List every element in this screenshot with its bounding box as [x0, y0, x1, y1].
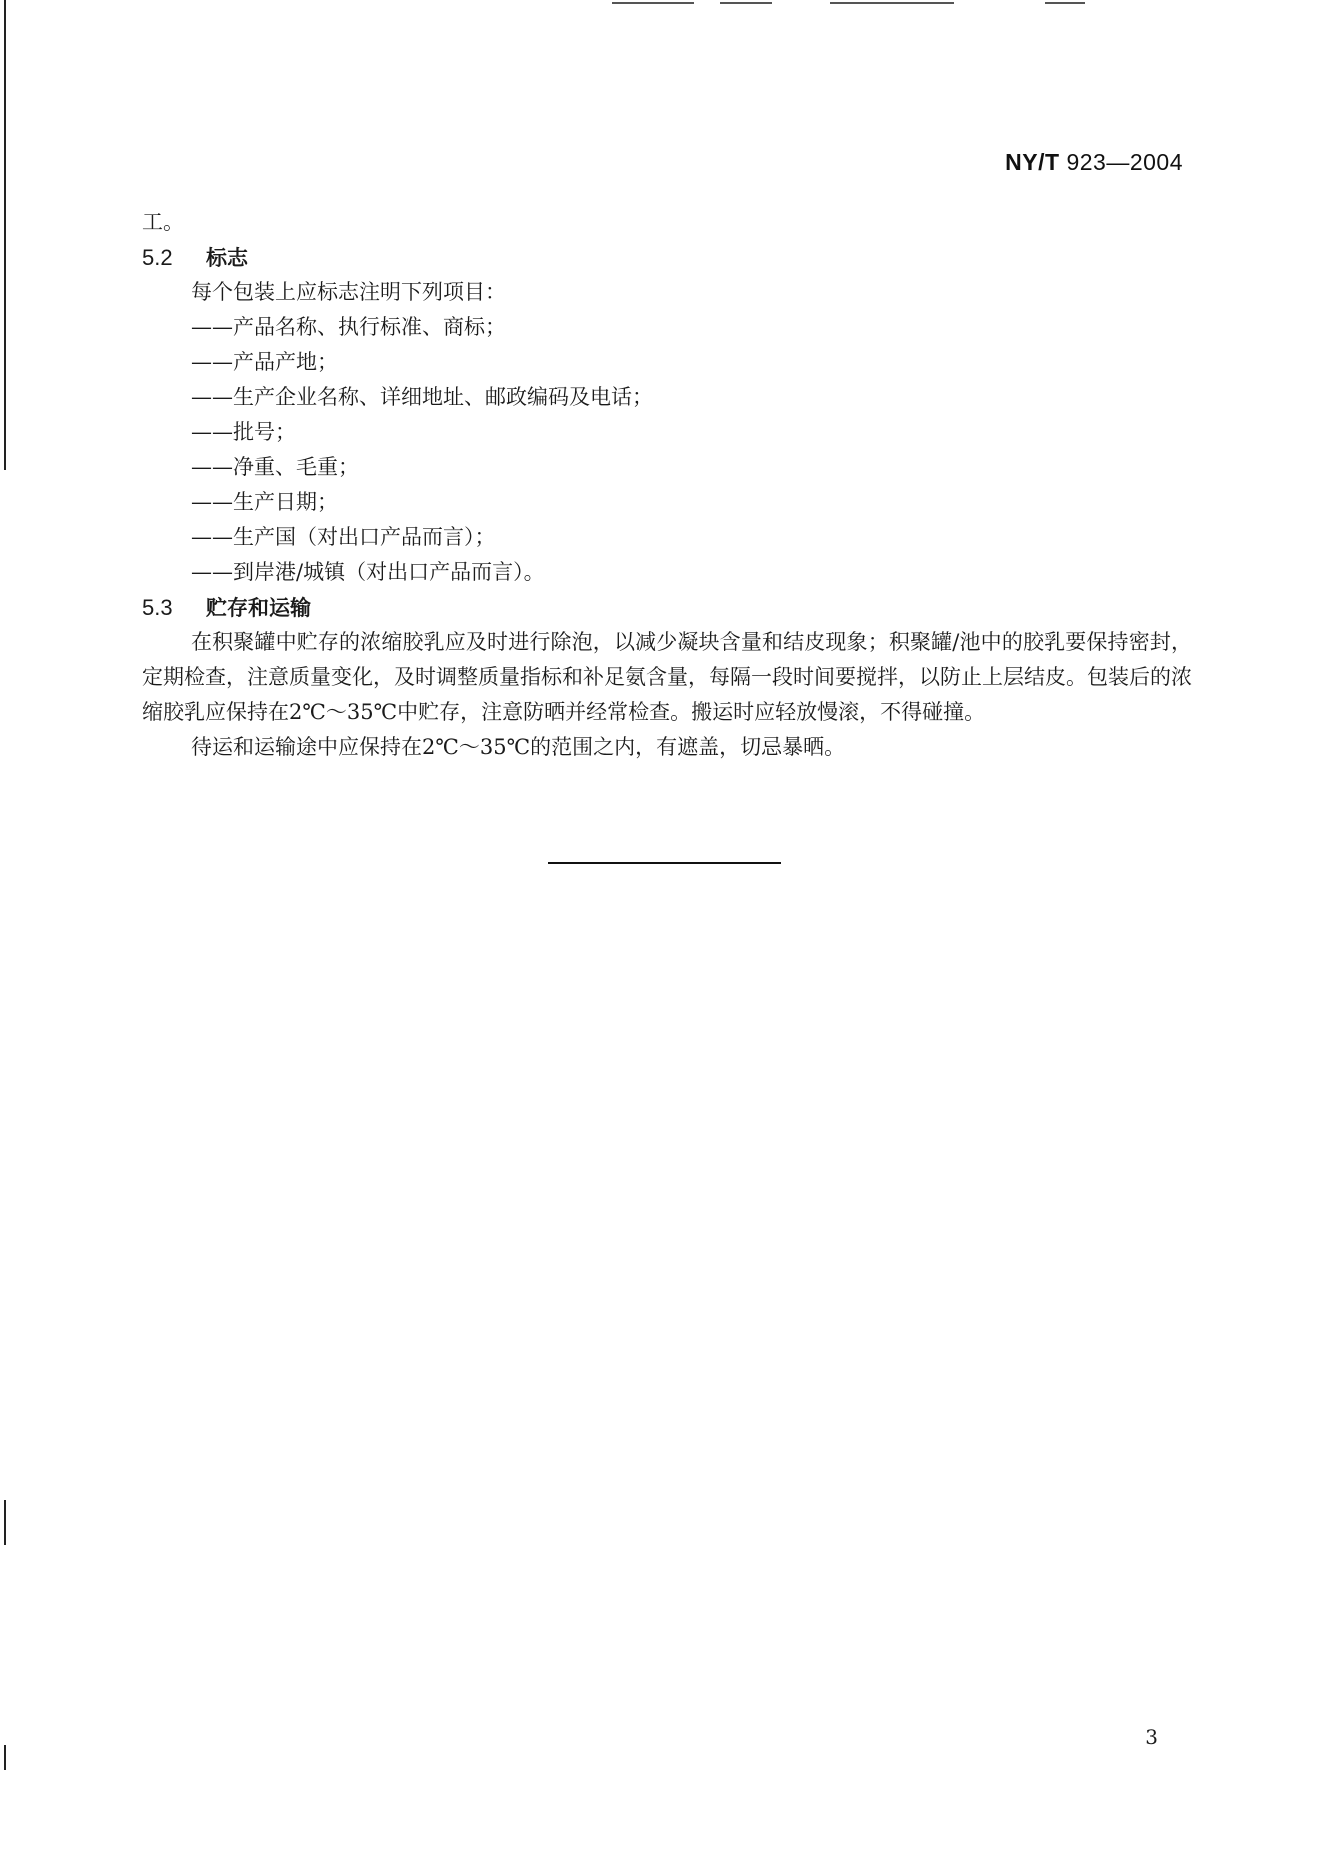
document-code-number: 923—2004 — [1066, 149, 1183, 175]
section-intro: 每个包装上应标志注明下列项目： — [191, 280, 506, 304]
section-heading-5-3 — [142, 590, 1192, 625]
list-item: ——净重、毛重； — [191, 455, 359, 479]
section-title: 贮存和运输 — [206, 595, 311, 620]
list-item: ——批号； — [191, 420, 296, 444]
scan-left-edge-mark — [4, 0, 6, 470]
list-item: ——生产国（对出口产品而言）； — [191, 525, 496, 549]
section-title: 标志 — [206, 245, 248, 270]
paragraph: 待运和运输途中应保持在2℃～35℃的范围之内，有遮盖，切忌暴晒。 — [191, 735, 846, 759]
end-of-text-rule — [548, 862, 781, 864]
section-heading-5-2 — [142, 240, 1192, 275]
list-item: ——到岸港/城镇（对出口产品而言）。 — [191, 560, 545, 584]
page-number: 3 — [1145, 1725, 1158, 1749]
paragraph: 在积聚罐中贮存的浓缩胶乳应及时进行除泡，以减少凝块含量和结皮现象；积聚罐/池中的胶乳要保持密封，定期检查，注意质量变化，及时调整质量指标和补足氨含量，每隔一段时间要搅拌，以防止上层结皮。包装后的浓缩胶乳应保持在2℃～35℃中贮存，注意防晒并经常检查。搬运时应轻放慢滚，不得碰撞。 — [142, 630, 1192, 724]
list-item: ——生产企业名称、详细地址、邮政编码及电话； — [191, 385, 653, 409]
section-number: 5.2 — [142, 245, 173, 270]
scan-left-edge-mark — [4, 1500, 6, 1545]
list-item: ——产品产地； — [191, 350, 338, 374]
scan-top-mark — [612, 2, 694, 4]
list-item: ——生产日期； — [191, 490, 338, 514]
document-code-prefix: NY/T — [1005, 149, 1060, 175]
continuation-text: 工。 — [142, 210, 184, 234]
document-code — [1005, 149, 1183, 176]
scan-top-mark — [1045, 2, 1085, 4]
scan-left-edge-mark — [4, 1745, 6, 1770]
section-number: 5.3 — [142, 595, 173, 620]
scan-top-mark — [720, 2, 772, 4]
list-item: ——产品名称、执行标准、商标； — [191, 315, 506, 339]
scan-top-mark — [830, 2, 954, 4]
document-body — [142, 205, 1192, 765]
